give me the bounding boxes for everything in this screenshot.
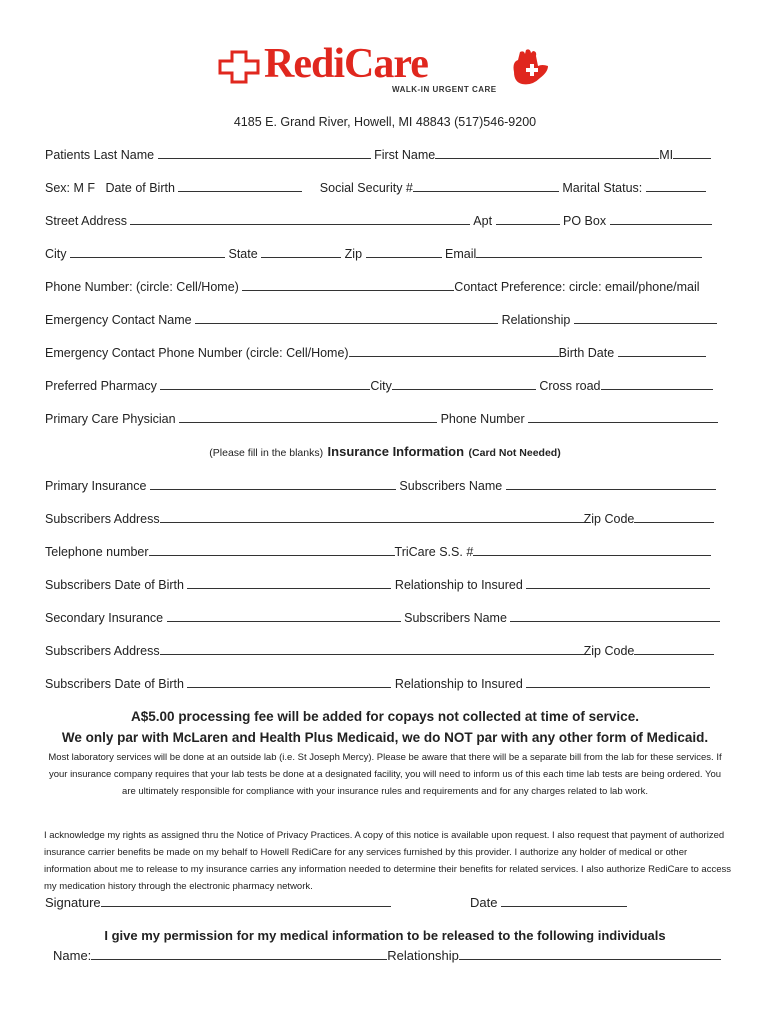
last-name-label: Patients Last Name [45,148,155,162]
city-label: City [45,247,67,261]
marital-field[interactable] [646,180,706,192]
row-sex-dob [45,180,706,195]
relationship-insured-field-2[interactable] [526,676,710,688]
relationship-insured-label-2: Relationship to Insured [394,677,523,691]
emergency-name-field[interactable] [195,312,498,324]
row-primary-insurance [45,478,716,493]
dob-field[interactable] [178,180,302,192]
marital-label: Marital Status: [562,181,643,195]
phone-field[interactable] [242,279,454,291]
apt-field[interactable] [496,213,560,225]
zip-code-field-2[interactable] [634,643,714,655]
subscribers-address-field[interactable] [160,511,584,523]
medicaid-notice: We only par with McLaren and Health Plus Medicaid, we do NOT par with any other form of Medicaid. [61,730,709,745]
row-date [470,895,627,910]
birth-date-field[interactable] [618,345,706,357]
tricare-label: TriCare S.S. # [394,545,474,559]
subscribers-name-field-2[interactable] [510,610,720,622]
cross-road-field[interactable] [601,378,713,390]
fill-note: (Please fill in the blanks) [209,447,324,459]
subscribers-name-label: Subscribers Name [399,479,503,493]
street-label: Street Address [45,214,127,228]
zip-label: Zip [344,247,363,261]
date-label: Date [470,895,498,910]
red-cross-icon [218,50,260,84]
subscribers-dob-field[interactable] [187,577,391,589]
clinic-address: 4185 E. Grand River, Howell, MI 48843 (517)546-9200 [233,115,537,129]
subscribers-dob-label-2: Subscribers Date of Birth [45,677,184,691]
redicare-logo [218,41,558,100]
fee-notice: A$5.00 processing fee will be added for copays not collected at time of service. [131,709,639,724]
zip-code-label: Zip Code [583,512,635,526]
emergency-phone-label: Emergency Contact Phone Number (circle: Cell/Home) [45,346,349,360]
last-name-field[interactable] [158,147,371,159]
row-signature [45,895,391,910]
emergency-name-label: Emergency Contact Name [45,313,192,327]
subscribers-dob-field-2[interactable] [187,676,391,688]
row-secondary-insurance [45,610,720,625]
tricare-field[interactable] [473,544,711,556]
dob-label: Date of Birth [105,181,175,195]
pharmacy-field[interactable] [160,378,370,390]
email-field[interactable] [476,246,702,258]
relationship-label: Relationship [501,313,571,327]
row-street [45,213,712,228]
subscribers-name-field[interactable] [506,478,716,490]
zip-code-label-2: Zip Code [583,644,635,658]
pharmacy-city-field[interactable] [392,378,536,390]
brand-tagline: WALK-IN URGENT CARE [392,85,497,94]
city-field[interactable] [70,246,225,258]
subscribers-name-label-2: Subscribers Name [404,611,507,625]
release-relationship-label: Relationship [387,948,459,963]
state-label: State [228,247,258,261]
insurance-title: Insurance Information [327,444,465,459]
zip-code-field[interactable] [634,511,714,523]
row-emergency-phone [45,345,706,360]
ssn-field[interactable] [413,180,559,192]
signature-label: Signature [45,895,101,910]
signature-field[interactable] [101,895,391,907]
relationship-field[interactable] [574,312,717,324]
street-field[interactable] [130,213,470,225]
row-phone [45,279,700,294]
birth-date-label: Birth Date [558,346,615,360]
telephone-label: Telephone number [45,545,149,559]
brand-name: RediCare [264,41,428,87]
row-emergency-contact [45,312,717,327]
pcp-field[interactable] [179,411,437,423]
permission-heading: I give my permission for my medical information to be released to the following individuals [104,928,666,943]
zip-field[interactable] [366,246,442,258]
phone-label: Phone Number: (circle: Cell/Home) [45,280,239,294]
sex-label: Sex: M F [45,181,96,195]
apt-label: Apt [473,214,493,228]
subscribers-address-label-2: Subscribers Address [45,644,160,658]
subscribers-address-label: Subscribers Address [45,512,160,526]
state-field[interactable] [261,246,341,258]
po-box-label: PO Box [563,214,607,228]
mi-label: MI [659,148,674,162]
subscribers-dob-label: Subscribers Date of Birth [45,578,184,592]
insurance-heading [0,443,770,461]
hand-plus-icon [508,48,554,88]
pharmacy-label: Preferred Pharmacy [45,379,157,393]
release-relationship-field[interactable] [459,948,721,960]
relationship-insured-label: Relationship to Insured [394,578,523,592]
date-field[interactable] [501,895,627,907]
contact-pref-label: Contact Preference: circle: email/phone/mail [454,280,700,294]
email-label: Email [445,247,477,261]
subscribers-address-field-2[interactable] [160,643,584,655]
pcp-label: Primary Care Physician [45,412,176,426]
pharmacy-city-label: City [370,379,392,393]
first-name-field[interactable] [435,147,659,159]
primary-insurance-label: Primary Insurance [45,479,147,493]
acknowledgement: I acknowledge my rights as assigned thru the Notice of Privacy Practices. A copy of this notice is available upon request. I also request that payment of authorized insurance carrier benefits be made on my behalf to Howell RediCare for any services furnished by this provider. I authorize any holder of medical or other information about me to release to my insurance carries any information needed to determine their benefits for related services. I also authorize RediCare to access my medication history through the electronic pharmacy network. [44,830,731,892]
pcp-phone-field[interactable] [528,411,718,423]
ssn-label: Social Security # [319,181,413,195]
po-box-field[interactable] [610,213,712,225]
telephone-field[interactable] [149,544,395,556]
row-city [45,246,702,261]
row-pharmacy [45,378,713,393]
row-telephone [45,544,711,559]
row-name [45,147,711,162]
row-subscribers-address-2 [45,643,714,658]
cross-road-label: Cross road [539,379,601,393]
relationship-insured-field[interactable] [526,577,710,589]
secondary-insurance-label: Secondary Insurance [45,611,164,625]
card-note: (Card Not Needed) [468,447,561,459]
row-release-name [53,948,721,963]
mi-field[interactable] [673,147,711,159]
row-pcp [45,411,718,426]
release-name-field[interactable] [91,948,387,960]
primary-insurance-field[interactable] [150,478,396,490]
emergency-phone-field[interactable] [349,345,559,357]
pcp-phone-label: Phone Number [440,412,525,426]
release-name-label: Name: [53,948,92,963]
row-subscribers-dob [45,577,710,592]
lab-notice: Most laboratory services will be done at an outside lab (i.e. St Joseph Mercy). Please be aware that there will be a separate bill from the lab for these services. If your insurance company requires that your lab tests be done at a designated facility, you will need to inform us of this each time lab tests are being ordered. You are ultimately responsible for compliance with your insurance rules and requirements and for any charges related to lab work. [48,752,722,797]
row-subscribers-address [45,511,714,526]
first-name-label: First Name [374,148,436,162]
secondary-insurance-field[interactable] [167,610,401,622]
row-subscribers-dob-2 [45,676,710,691]
